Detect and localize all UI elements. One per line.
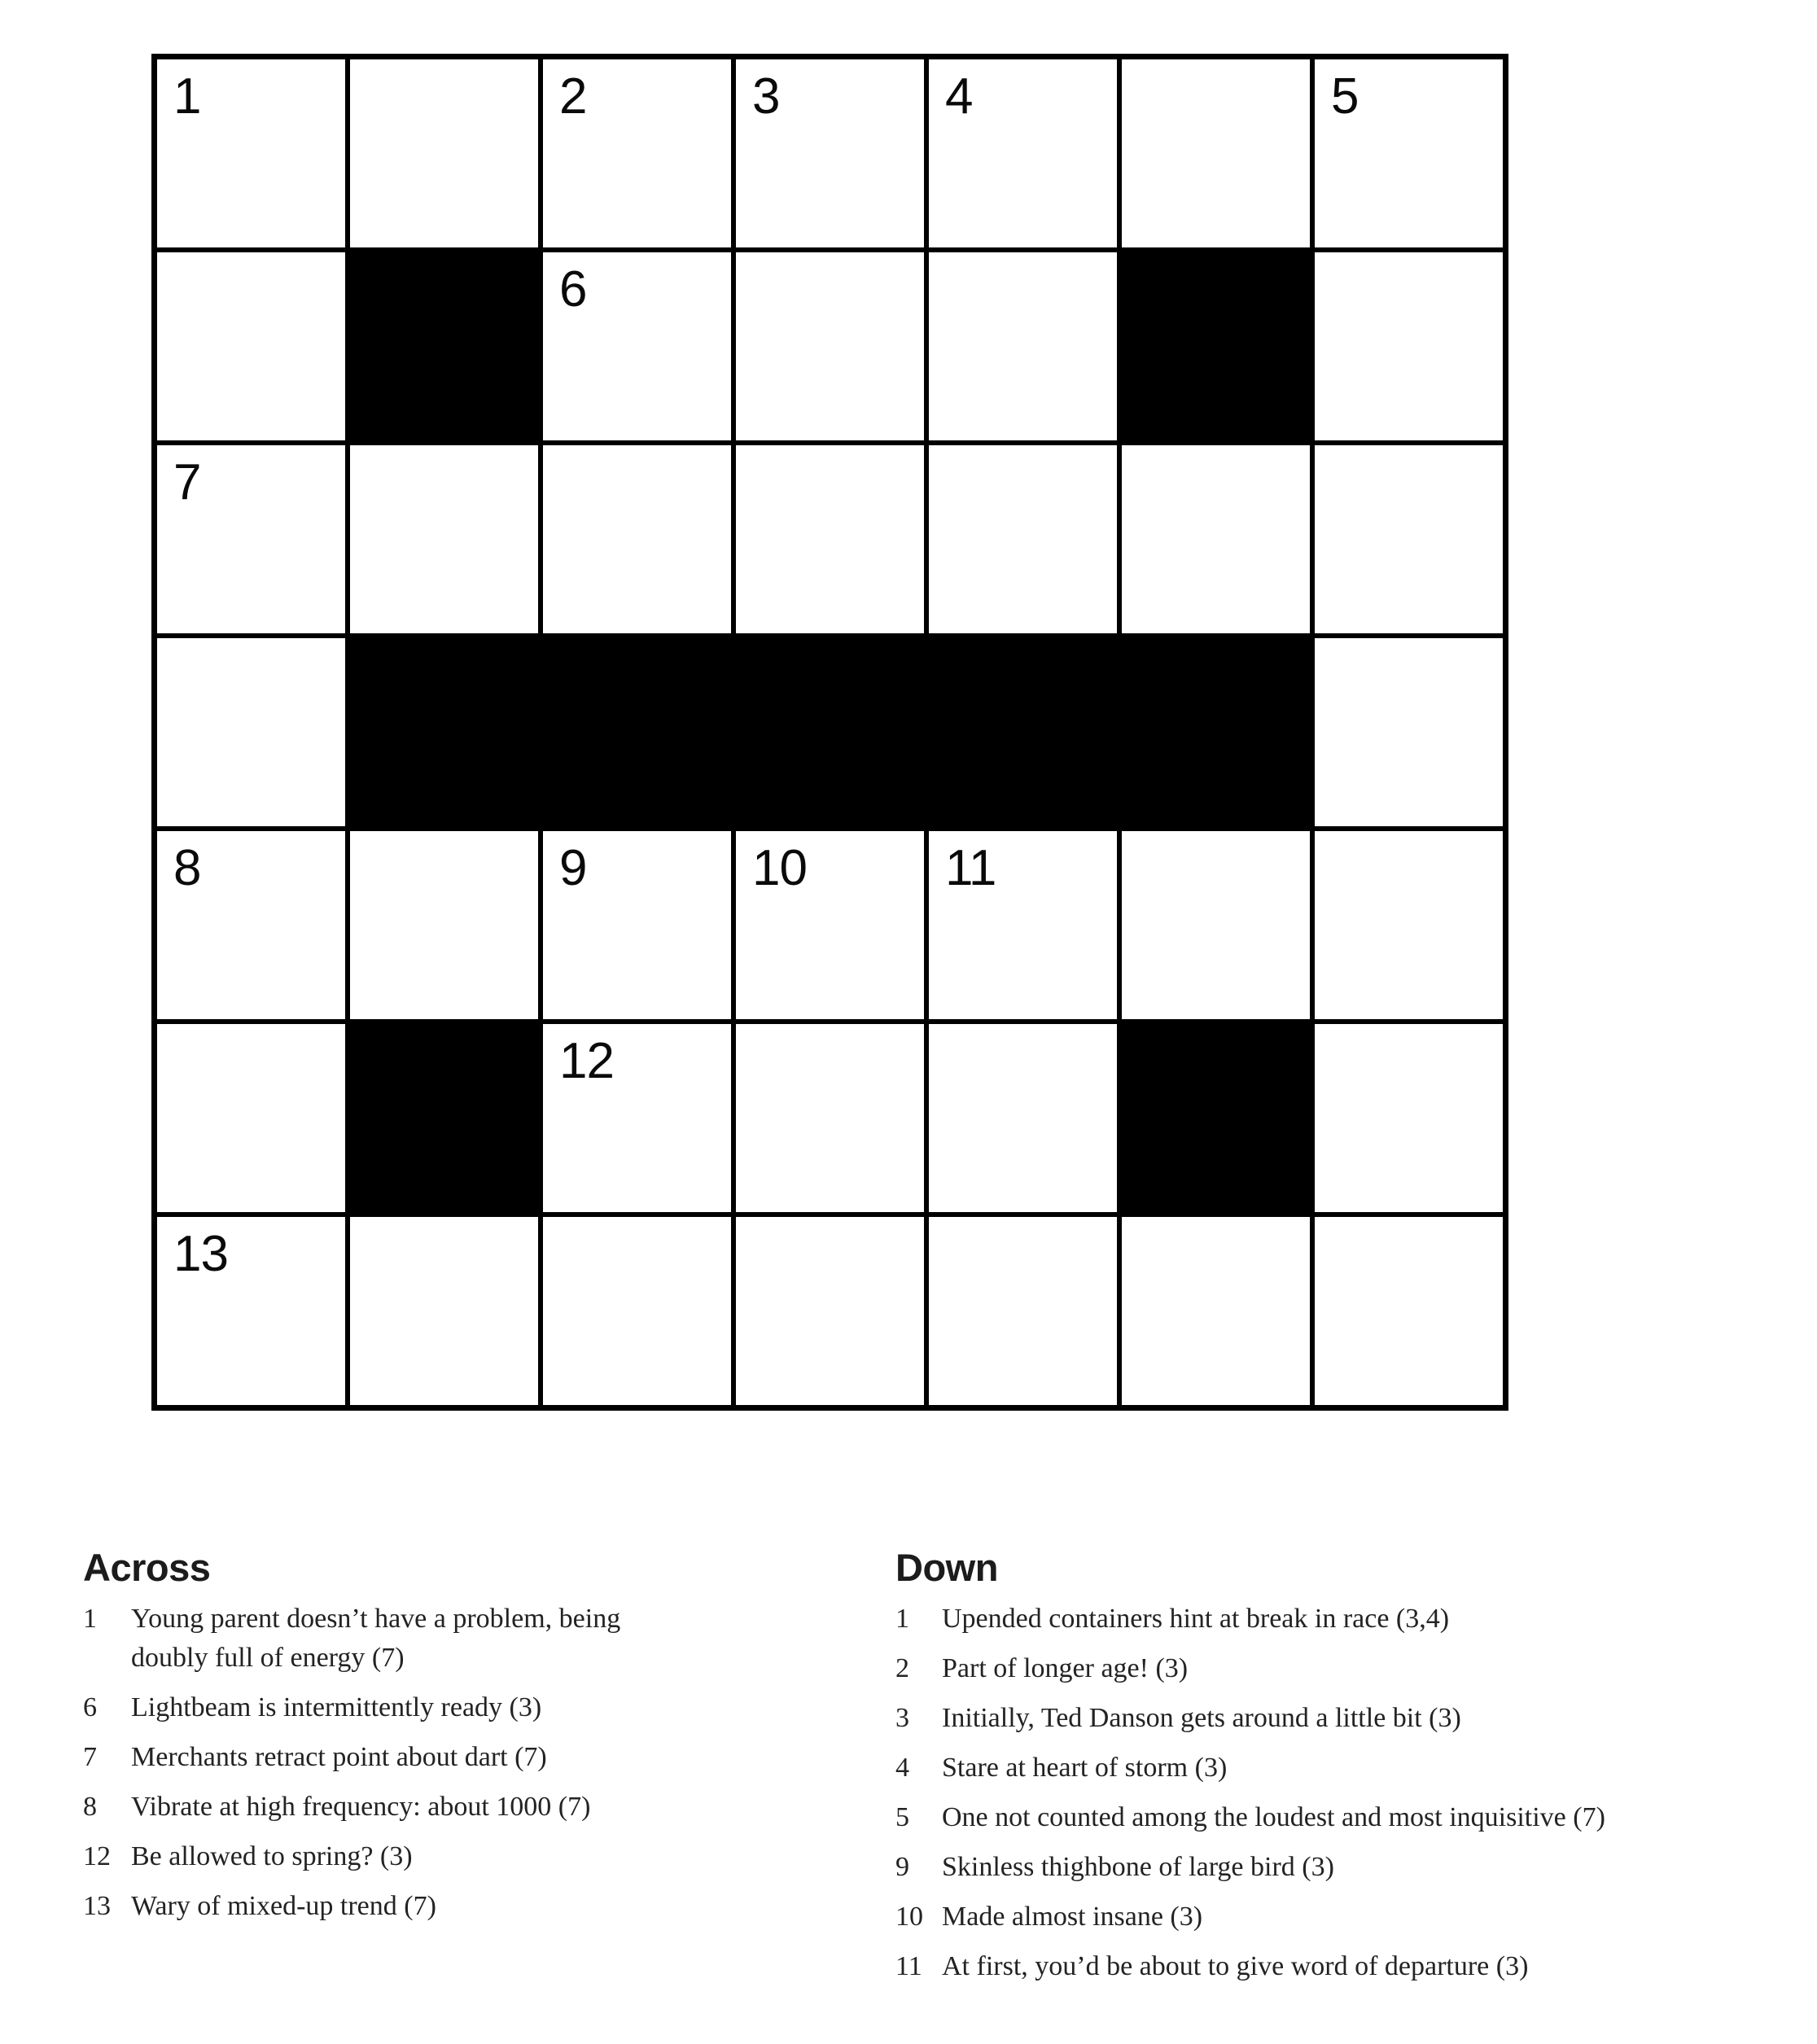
white-cell-r2c3[interactable] [543, 252, 731, 440]
white-cell-r3c1[interactable] [157, 445, 345, 633]
across-clue-6 [83, 1688, 701, 1727]
black-cell-r4c2 [350, 638, 538, 826]
black-cell-r4c4 [736, 638, 924, 826]
down-clue-number: 3 [895, 1703, 909, 1733]
white-cell-r7c7[interactable] [1315, 1217, 1503, 1405]
down-clue-text: Skinless thighbone of large bird (3) [942, 1852, 1334, 1882]
white-cell-r5c1[interactable] [157, 831, 345, 1019]
black-cell-r4c6 [1122, 638, 1310, 826]
white-cell-r4c7[interactable] [1315, 638, 1503, 826]
white-cell-r5c5[interactable] [929, 831, 1117, 1019]
across-section [83, 1547, 701, 1937]
across-clue-7 [83, 1738, 701, 1777]
black-cell-r6c2 [350, 1024, 538, 1212]
white-cell-r2c1[interactable] [157, 252, 345, 440]
across-clue-1 [83, 1600, 701, 1678]
cell-number-11: 11 [945, 840, 996, 896]
white-cell-r1c6[interactable] [1122, 59, 1310, 247]
down-clue-text: Part of longer age! (3) [942, 1653, 1189, 1683]
cell-number-8: 8 [173, 840, 201, 896]
cell-number-6: 6 [559, 261, 587, 317]
down-clue-11 [895, 1947, 1780, 1986]
across-clue-number: 8 [83, 1792, 97, 1822]
white-cell-r6c4[interactable] [736, 1024, 924, 1212]
down-clue-number: 4 [895, 1753, 909, 1783]
black-cell-r2c6 [1122, 252, 1310, 440]
down-clue-4 [895, 1749, 1780, 1788]
white-cell-r2c7[interactable] [1315, 252, 1503, 440]
cell-number-9: 9 [559, 840, 587, 896]
white-cell-r6c3[interactable] [543, 1024, 731, 1212]
cell-number-4: 4 [945, 68, 973, 125]
across-clue-text: Merchants retract point about dart (7) [131, 1742, 547, 1772]
white-cell-r6c5[interactable] [929, 1024, 1117, 1212]
white-cell-r1c2[interactable] [350, 59, 538, 247]
white-cell-r4c1[interactable] [157, 638, 345, 826]
down-clue-number: 1 [895, 1604, 909, 1634]
across-clue-text: Lightbeam is intermittently ready (3) [131, 1692, 542, 1722]
down-clue-9 [895, 1848, 1780, 1887]
white-cell-r1c5[interactable] [929, 59, 1117, 247]
cell-number-13: 13 [173, 1226, 228, 1282]
white-cell-r1c7[interactable] [1315, 59, 1503, 247]
crossword-grid [151, 54, 1508, 1411]
down-section [895, 1547, 1780, 1997]
white-cell-r7c5[interactable] [929, 1217, 1117, 1405]
black-cell-r6c6 [1122, 1024, 1310, 1212]
across-clue-list [83, 1600, 701, 1926]
down-clue-1 [895, 1600, 1780, 1639]
white-cell-r7c3[interactable] [543, 1217, 731, 1405]
down-clue-10 [895, 1897, 1780, 1937]
down-clue-3 [895, 1699, 1780, 1738]
white-cell-r3c3[interactable] [543, 445, 731, 633]
white-cell-r1c3[interactable] [543, 59, 731, 247]
white-cell-r3c6[interactable] [1122, 445, 1310, 633]
across-clue-number: 1 [83, 1604, 97, 1634]
down-clue-text: One not counted among the loudest and most inquisitive (7) [942, 1802, 1605, 1832]
down-clue-number: 5 [895, 1802, 909, 1832]
down-clue-text: Stare at heart of storm (3) [942, 1753, 1228, 1783]
white-cell-r5c3[interactable] [543, 831, 731, 1019]
white-cell-r2c4[interactable] [736, 252, 924, 440]
white-cell-r3c4[interactable] [736, 445, 924, 633]
white-cell-r5c2[interactable] [350, 831, 538, 1019]
across-clue-number: 7 [83, 1742, 97, 1772]
cell-number-12: 12 [559, 1033, 614, 1089]
across-clue-number: 13 [83, 1891, 111, 1921]
down-clue-text: Initially, Ted Danson gets around a little bit (3) [942, 1703, 1461, 1733]
down-clue-number: 11 [895, 1951, 922, 1981]
across-clue-13 [83, 1887, 701, 1926]
cell-number-10: 10 [752, 840, 807, 896]
down-clue-text: At first, you’d be about to give word of departure (3) [942, 1951, 1529, 1981]
down-heading: Down [895, 1546, 998, 1589]
across-clue-text: Wary of mixed-up trend (7) [131, 1891, 436, 1921]
white-cell-r5c7[interactable] [1315, 831, 1503, 1019]
across-clue-text: Be allowed to spring? (3) [131, 1841, 413, 1871]
white-cell-r7c2[interactable] [350, 1217, 538, 1405]
across-clue-8 [83, 1788, 701, 1827]
white-cell-r7c1[interactable] [157, 1217, 345, 1405]
across-heading: Across [83, 1546, 211, 1589]
white-cell-r3c2[interactable] [350, 445, 538, 633]
down-clue-2 [895, 1649, 1780, 1688]
down-clue-list [895, 1600, 1780, 1986]
white-cell-r3c7[interactable] [1315, 445, 1503, 633]
across-clue-text: Young parent doesn’t have a problem, being doubly full of energy (7) [131, 1604, 621, 1673]
white-cell-r3c5[interactable] [929, 445, 1117, 633]
down-clue-text: Upended containers hint at break in race (3,4) [942, 1604, 1450, 1634]
cell-number-2: 2 [559, 68, 587, 125]
black-cell-r2c2 [350, 252, 538, 440]
white-cell-r5c6[interactable] [1122, 831, 1310, 1019]
black-cell-r4c5 [929, 638, 1117, 826]
down-clue-number: 10 [895, 1902, 923, 1932]
cell-number-7: 7 [173, 454, 201, 510]
down-clue-number: 2 [895, 1653, 909, 1683]
cell-number-1: 1 [173, 68, 201, 125]
cell-number-3: 3 [752, 68, 780, 125]
down-clue-number: 9 [895, 1852, 909, 1882]
across-clue-12 [83, 1837, 701, 1876]
white-cell-r5c4[interactable] [736, 831, 924, 1019]
white-cell-r6c1[interactable] [157, 1024, 345, 1212]
across-clue-text: Vibrate at high frequency: about 1000 (7) [131, 1792, 591, 1822]
across-clue-number: 6 [83, 1692, 97, 1722]
down-clue-text: Made almost insane (3) [942, 1902, 1203, 1932]
white-cell-r1c1[interactable] [157, 59, 345, 247]
down-clue-5 [895, 1798, 1780, 1837]
black-cell-r4c3 [543, 638, 731, 826]
white-cell-r7c6[interactable] [1122, 1217, 1310, 1405]
cell-number-5: 5 [1331, 68, 1359, 125]
white-cell-r2c5[interactable] [929, 252, 1117, 440]
white-cell-r7c4[interactable] [736, 1217, 924, 1405]
white-cell-r1c4[interactable] [736, 59, 924, 247]
white-cell-r6c7[interactable] [1315, 1024, 1503, 1212]
across-clue-number: 12 [83, 1841, 111, 1871]
